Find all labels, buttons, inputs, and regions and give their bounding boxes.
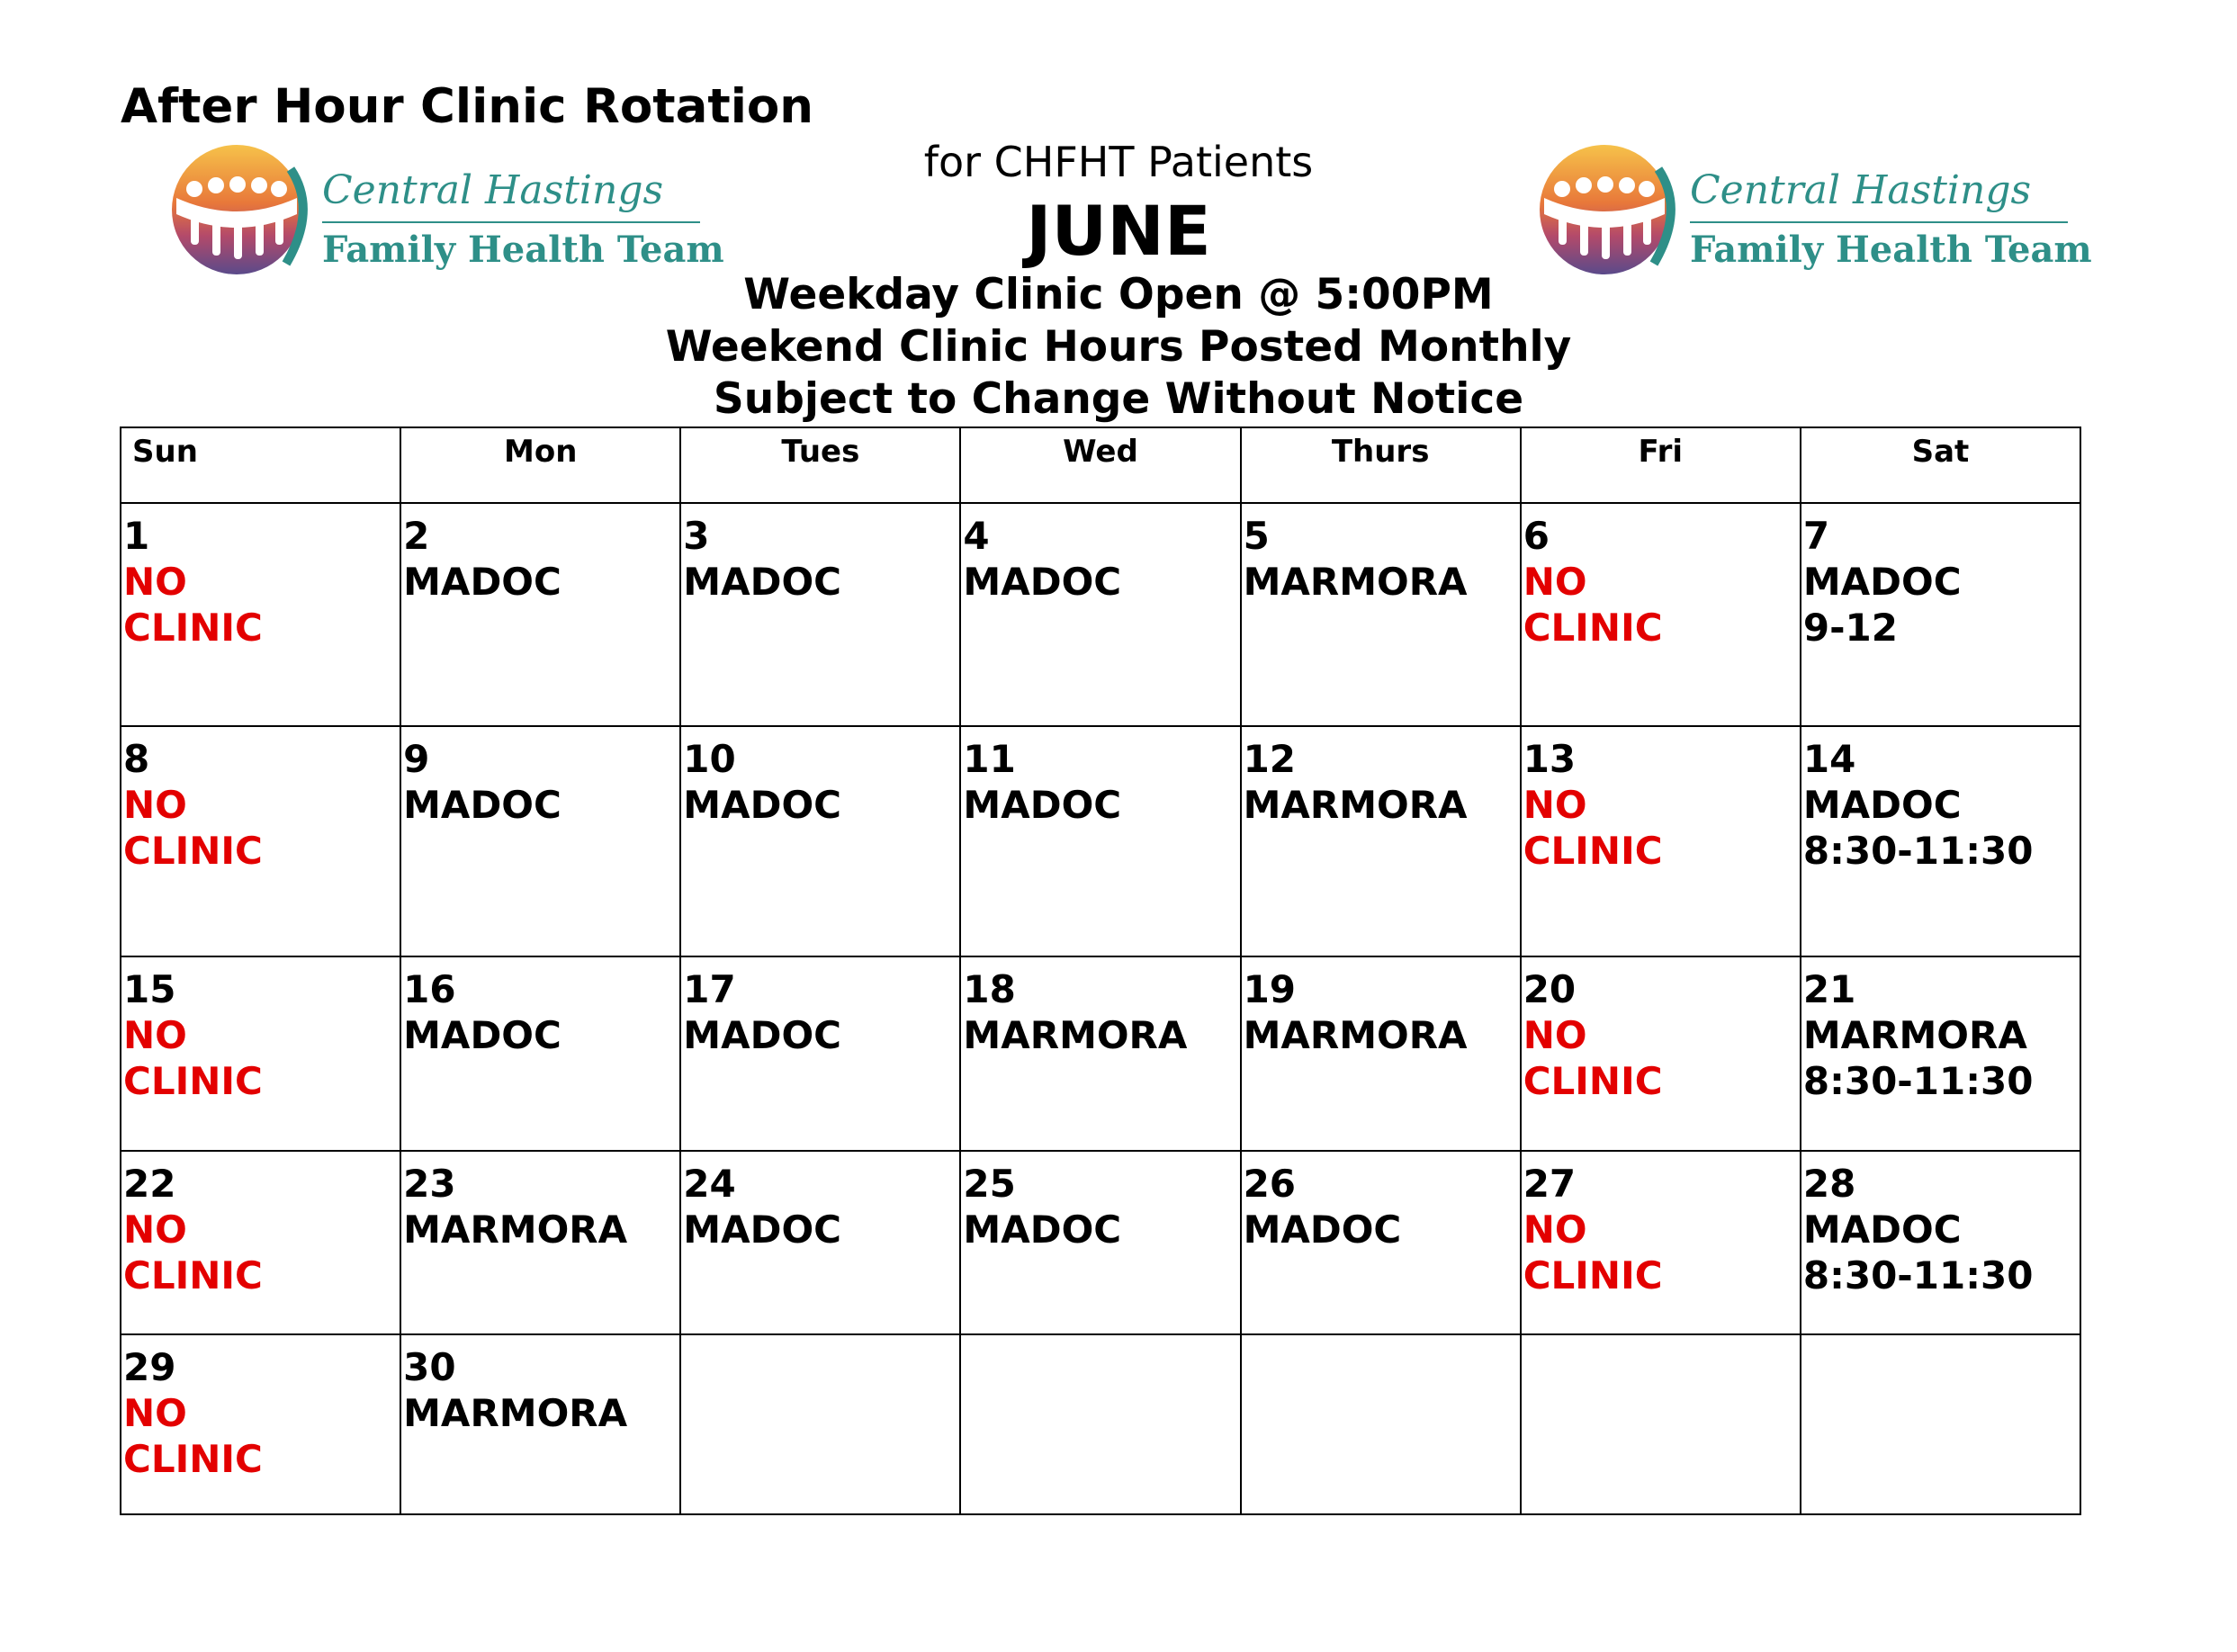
calendar-day-cell [1241, 503, 1521, 726]
day-number: 2 [403, 514, 430, 558]
day-number: 4 [963, 514, 990, 558]
calendar-day-cell [960, 726, 1240, 956]
no-clinic-label: CLINIC [1523, 1059, 1663, 1103]
day-number: 11 [963, 737, 1016, 781]
calendar-day-cell [1521, 726, 1801, 956]
weekday-header-sat: Sat [1801, 427, 2080, 503]
calendar-day-cell [121, 1334, 400, 1514]
month-heading: JUNE [1026, 191, 1211, 271]
calendar-day-cell [121, 503, 400, 726]
calendar-grid [120, 426, 2081, 1515]
calendar-week-row [121, 726, 2080, 956]
clinic-hours: 8:30-11:30 [1802, 1059, 2034, 1103]
calendar-day-cell [1521, 1151, 1801, 1334]
day-number: 18 [963, 967, 1016, 1011]
day-number: 20 [1523, 967, 1577, 1011]
calendar-day-cell [121, 956, 400, 1151]
day-number: 7 [1802, 514, 1830, 558]
no-clinic-label: CLINIC [123, 1437, 263, 1481]
clinic-location: MADOC [403, 1013, 561, 1057]
logo-line2: Family Health Team [1690, 229, 2092, 271]
day-number: 6 [1523, 514, 1550, 558]
day-number: 28 [1802, 1162, 1856, 1206]
calendar-week-row [121, 1151, 2080, 1334]
clinic-location: MADOC [1802, 1208, 1962, 1252]
calendar-week-row [121, 1334, 2080, 1514]
day-number: 19 [1243, 967, 1297, 1011]
no-clinic-label: CLINIC [123, 606, 263, 650]
logo-line2: Family Health Team [322, 229, 724, 271]
clinic-location: MARMORA [1243, 1013, 1468, 1057]
logo-line1: Central Hastings [1690, 167, 2032, 213]
chfht-logo-left [169, 142, 724, 277]
no-clinic-label: NO [1523, 1013, 1587, 1057]
calendar-day-cell [1801, 503, 2080, 726]
chfht-logo-mark-icon [1537, 142, 1681, 277]
clinic-location: MADOC [683, 560, 841, 604]
calendar-day-cell [680, 1151, 960, 1334]
clinic-location: MADOC [1802, 783, 1962, 827]
clinic-location: MADOC [403, 560, 561, 604]
clinic-hours: 8:30-11:30 [1802, 829, 2034, 873]
no-clinic-label: CLINIC [1523, 829, 1663, 873]
calendar-empty-cell [680, 1334, 960, 1514]
day-number: 15 [123, 967, 176, 1011]
logo-line1: Central Hastings [322, 167, 664, 213]
day-number: 26 [1243, 1162, 1297, 1206]
calendar-day-cell [400, 726, 680, 956]
calendar-day-cell [960, 1151, 1240, 1334]
no-clinic-label: CLINIC [1523, 1253, 1663, 1297]
calendar-day-cell [400, 1151, 680, 1334]
calendar-day-cell [400, 1334, 680, 1514]
day-number: 3 [683, 514, 710, 558]
day-number: 29 [123, 1345, 176, 1389]
day-number: 10 [683, 737, 736, 781]
chfht-logo-right [1537, 142, 2092, 277]
weekday-header-fri: Fri [1521, 427, 1801, 503]
no-clinic-label: NO [123, 1208, 187, 1252]
logo-divider [1690, 221, 2068, 223]
calendar-day-cell [960, 956, 1240, 1151]
clinic-hours: 8:30-11:30 [1802, 1253, 2034, 1297]
clinic-location: MADOC [683, 1208, 841, 1252]
calendar-empty-cell [1801, 1334, 2080, 1514]
subtitle: for CHFHT Patients [923, 138, 1314, 186]
no-clinic-label: CLINIC [123, 1059, 263, 1103]
no-clinic-label: NO [1523, 560, 1587, 604]
calendar-day-cell [1521, 956, 1801, 1151]
day-number: 21 [1802, 967, 1856, 1011]
calendar-day-cell [1801, 726, 2080, 956]
day-number: 9 [403, 737, 430, 781]
day-number: 30 [403, 1345, 456, 1389]
day-number: 5 [1243, 514, 1270, 558]
day-number: 1 [123, 514, 150, 558]
calendar-day-cell [1241, 956, 1521, 1151]
clinic-location: MARMORA [1243, 560, 1468, 604]
no-clinic-label: CLINIC [123, 1253, 263, 1297]
weekday-header-row [121, 427, 2080, 503]
day-number: 14 [1802, 737, 1856, 781]
day-number: 27 [1523, 1162, 1577, 1206]
weekday-header-mon: Mon [400, 427, 680, 503]
clinic-location: MARMORA [1243, 783, 1468, 827]
calendar-week-row [121, 503, 2080, 726]
clinic-location: MADOC [683, 783, 841, 827]
clinic-location: MARMORA [1802, 1013, 2027, 1057]
logo-divider [322, 221, 700, 223]
weekday-header-thurs: Thurs [1241, 427, 1521, 503]
calendar-day-cell [1801, 1151, 2080, 1334]
no-clinic-label: NO [123, 560, 187, 604]
clinic-location: MADOC [1802, 560, 1962, 604]
no-clinic-label: CLINIC [1523, 606, 1663, 650]
clinic-hours: 9-12 [1802, 606, 1898, 650]
clinic-location: MADOC [963, 783, 1122, 827]
clinic-location: MADOC [963, 1208, 1122, 1252]
calendar-day-cell [121, 726, 400, 956]
day-number: 12 [1243, 737, 1297, 781]
weekday-header-wed: Wed [960, 427, 1240, 503]
day-number: 22 [123, 1162, 176, 1206]
clinic-location: MADOC [403, 783, 561, 827]
day-number: 25 [963, 1162, 1016, 1206]
calendar-day-cell [680, 726, 960, 956]
day-number: 23 [403, 1162, 456, 1206]
day-number: 16 [403, 967, 456, 1011]
calendar-day-cell [680, 503, 960, 726]
calendar-day-cell [960, 503, 1240, 726]
notice-subject-to-change: Subject to Change Without Notice [713, 374, 1524, 424]
clinic-location: MADOC [683, 1013, 841, 1057]
notice-weekend-hours: Weekend Clinic Hours Posted Monthly [665, 322, 1572, 372]
clinic-location: MARMORA [403, 1391, 628, 1435]
notice-weekday-hours: Weekday Clinic Open @ 5:00PM [743, 270, 1494, 319]
no-clinic-label: NO [1523, 783, 1587, 827]
clinic-location: MARMORA [403, 1208, 628, 1252]
calendar-day-cell [1241, 726, 1521, 956]
weekday-header-tues: Tues [680, 427, 960, 503]
calendar-day-cell [1801, 956, 2080, 1151]
calendar-day-cell [680, 956, 960, 1151]
chfht-logo-mark-icon [169, 142, 313, 277]
clinic-location: MADOC [1243, 1208, 1402, 1252]
no-clinic-label: NO [123, 1013, 187, 1057]
calendar-empty-cell [1521, 1334, 1801, 1514]
no-clinic-label: NO [123, 1391, 187, 1435]
no-clinic-label: NO [1523, 1208, 1587, 1252]
calendar-empty-cell [1241, 1334, 1521, 1514]
calendar-week-row [121, 956, 2080, 1151]
calendar-empty-cell [960, 1334, 1240, 1514]
clinic-location: MADOC [963, 560, 1122, 604]
calendar-day-cell [400, 503, 680, 726]
day-number: 8 [123, 737, 150, 781]
day-number: 17 [683, 967, 736, 1011]
calendar-day-cell [1521, 503, 1801, 726]
day-number: 24 [683, 1162, 736, 1206]
no-clinic-label: CLINIC [123, 829, 263, 873]
no-clinic-label: NO [123, 783, 187, 827]
calendar-day-cell [400, 956, 680, 1151]
calendar-day-cell [121, 1151, 400, 1334]
day-number: 13 [1523, 737, 1577, 781]
calendar-day-cell [1241, 1151, 1521, 1334]
page-title: After Hour Clinic Rotation [121, 79, 814, 134]
weekday-header-sun: Sun [121, 427, 400, 503]
clinic-location: MARMORA [963, 1013, 1188, 1057]
